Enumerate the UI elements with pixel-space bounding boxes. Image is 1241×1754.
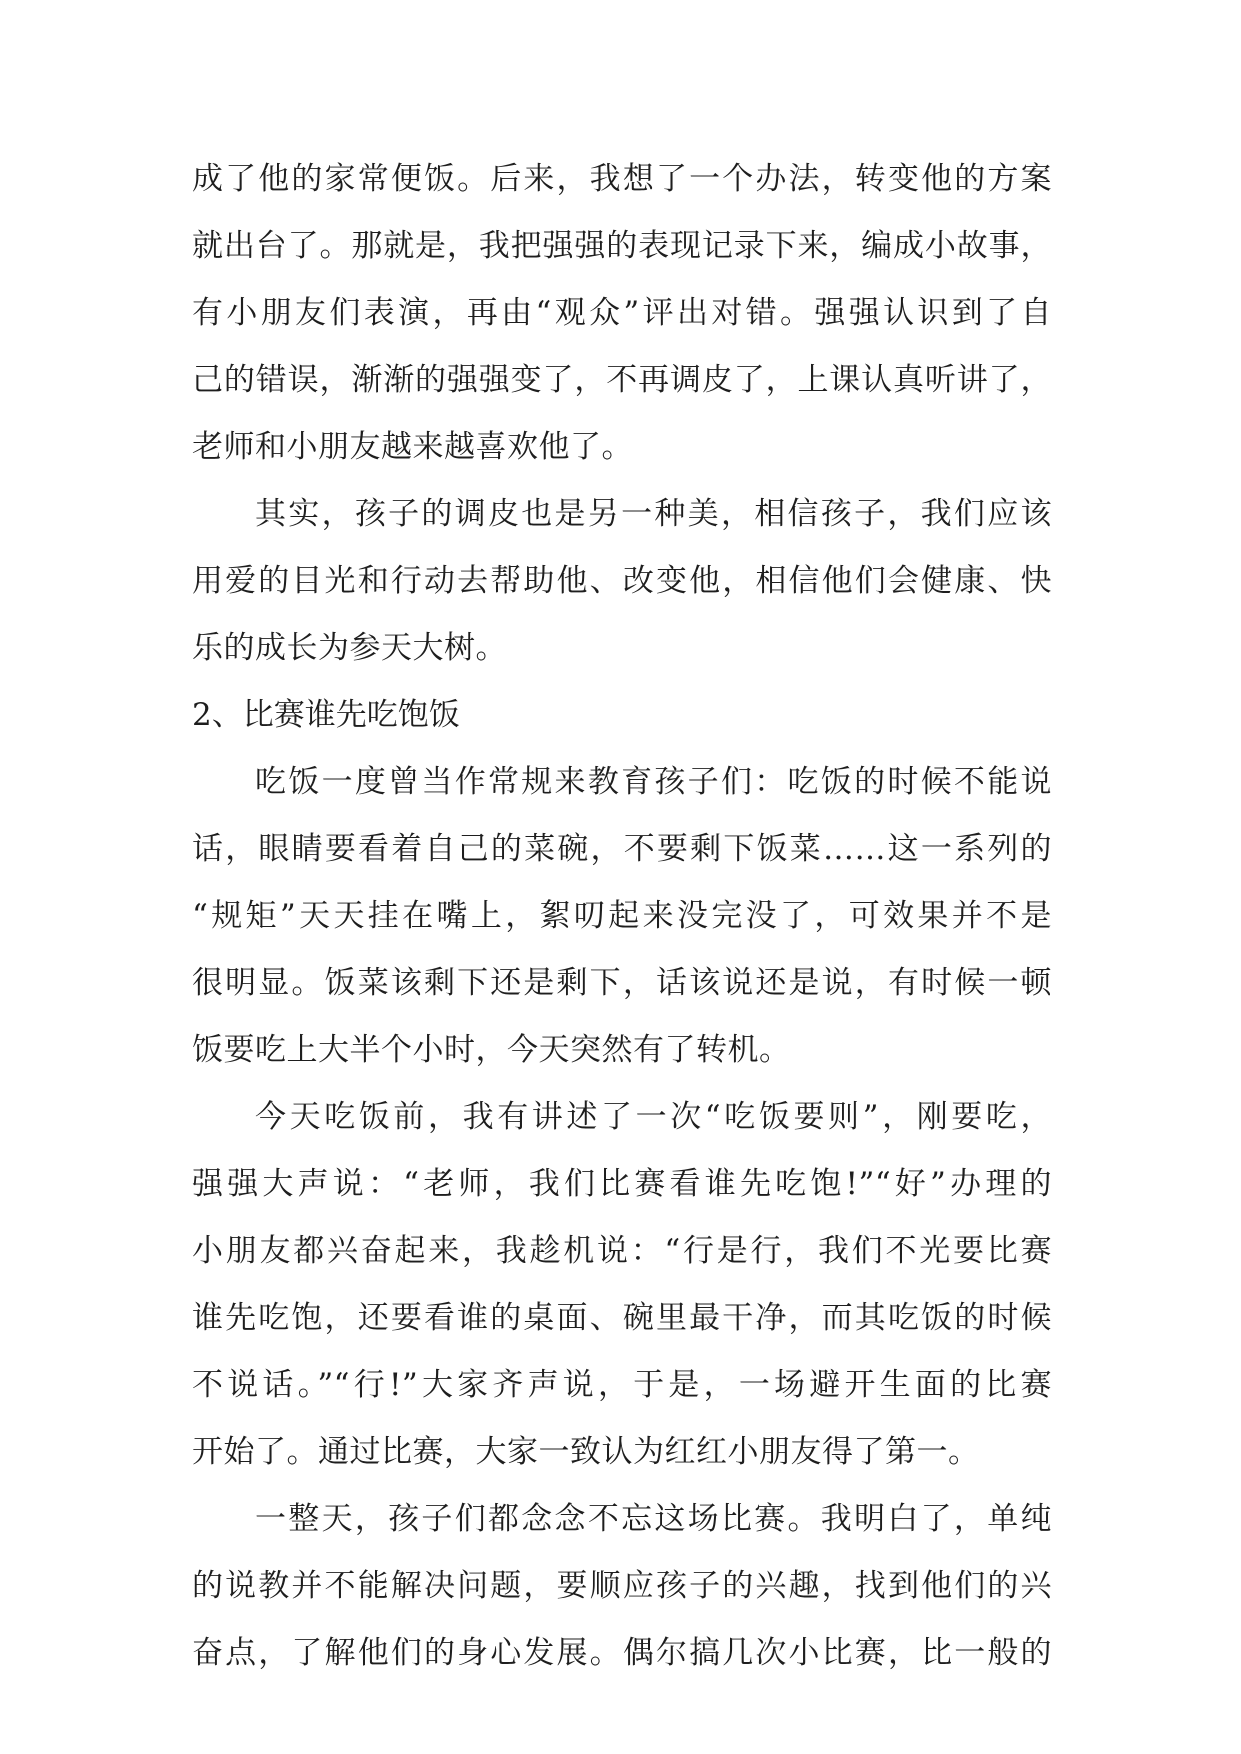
text-line: 话，眼睛要看着自己的菜碗，不要剩下饭菜……这一系列的 (192, 831, 1052, 867)
text-line: 谁先吃饱，还要看谁的桌面、碗里最干净，而其吃饭的时候 (192, 1300, 1052, 1336)
text-line: 开始了。通过比赛，大家一致认为红红小朋友得了第一。 (192, 1434, 980, 1470)
paragraph (192, 146, 1052, 481)
text-line: “规矩”天天挂在嘴上，絮叨起来没完没了，可效果并不是 (192, 898, 1052, 934)
text-line: 饭要吃上大半个小时，今天突然有了转机。 (192, 1032, 791, 1068)
text-line: 成了他的家常便饭。后来，我想了一个办法，转变他的方案 (192, 161, 1052, 197)
text-line: 今天吃饭前，我有讲述了一次“吃饭要则”，刚要吃， (255, 1099, 1052, 1135)
text-line: 奋点，了解他们的身心发展。偶尔搞几次小比赛，比一般的 (192, 1635, 1052, 1671)
text-line: 用爱的目光和行动去帮助他、改变他，相信他们会健康、快 (192, 563, 1052, 599)
text-line: 的说教并不能解决问题，要顺应孩子的兴趣，找到他们的兴 (192, 1568, 1052, 1604)
text-line: 老师和小朋友越来越喜欢他了。 (192, 429, 633, 465)
text-line: 乐的成长为参天大树。 (192, 630, 507, 666)
text-line: 很明显。饭菜该剩下还是剩下，话该说还是说，有时候一顿 (192, 965, 1052, 1001)
text-line: 其实，孩子的调皮也是另一种美，相信孩子，我们应该 (255, 496, 1052, 532)
section-2 (192, 682, 1052, 1687)
paragraph (192, 749, 1052, 1084)
text-line: 有小朋友们表演，再由“观众”评出对错。强强认识到了自 (192, 295, 1052, 331)
paragraph (192, 481, 1052, 682)
section-heading: 2、比赛谁先吃饱饭 (192, 697, 460, 733)
text-line: 强强大声说：“老师，我们比赛看谁先吃饱!”“好”办理的 (192, 1166, 1052, 1202)
text-line: 不说话。”“行!”大家齐声说，于是，一场避开生面的比赛 (192, 1367, 1052, 1403)
text-line: 己的错误，渐渐的强强变了，不再调皮了，上课认真听讲了， (192, 362, 1052, 398)
section-1 (192, 146, 1052, 682)
text-line: 一整天，孩子们都念念不忘这场比赛。我明白了，单纯 (255, 1501, 1052, 1537)
text-line: 小朋友都兴奋起来，我趁机说：“行是行，我们不光要比赛 (192, 1233, 1052, 1269)
text-line: 吃饭一度曾当作常规来教育孩子们：吃饭的时候不能说 (255, 764, 1052, 800)
paragraph (192, 1486, 1052, 1687)
paragraph (192, 1084, 1052, 1486)
text-line: 就出台了。那就是，我把强强的表现记录下来，编成小故事， (192, 228, 1052, 264)
